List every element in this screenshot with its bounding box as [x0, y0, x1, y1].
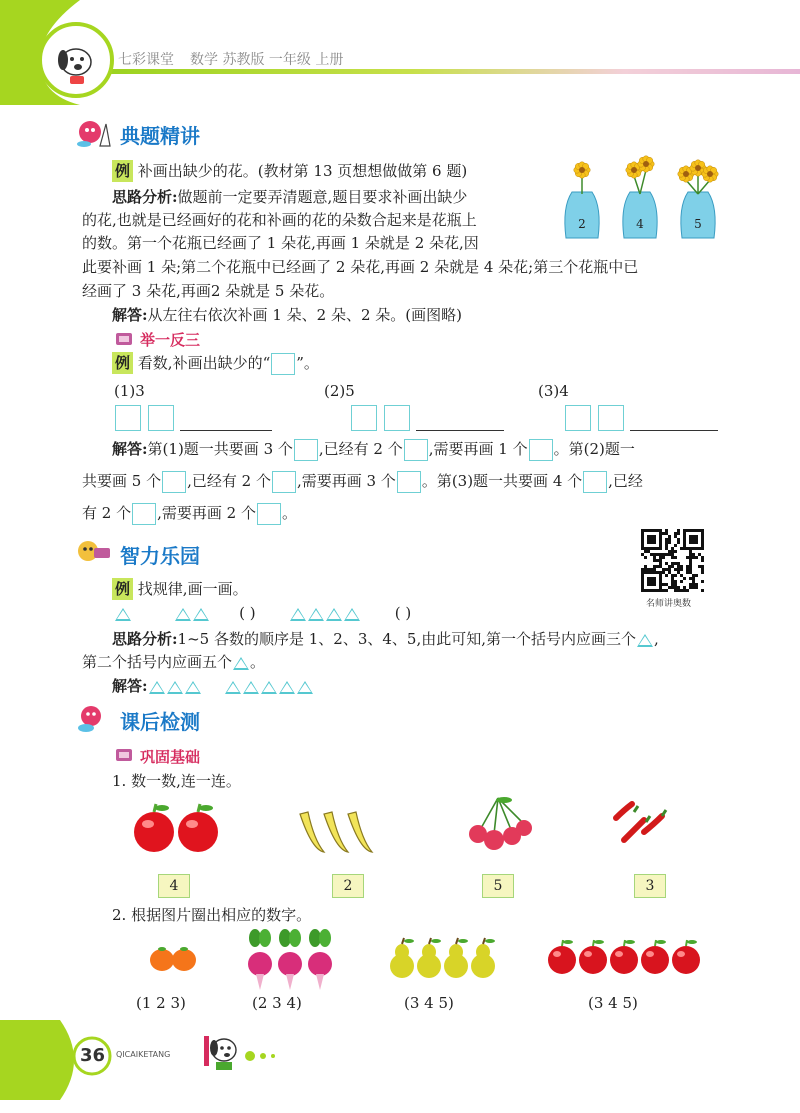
answer-label: 解答:: [112, 306, 148, 324]
answer-box: [598, 405, 624, 431]
vase: [623, 156, 657, 238]
triangle-icon: [175, 608, 191, 621]
ex2-answer-line2: [82, 470, 643, 493]
pear-icon: [390, 938, 414, 978]
ex2-question-end: ”。: [296, 354, 319, 372]
answer-text: ,已经: [608, 472, 643, 490]
triangle-icon: [308, 608, 324, 621]
number-card[interactable]: 4: [158, 874, 190, 898]
triangle-icon: [279, 681, 295, 694]
ex3-question: [112, 578, 248, 600]
answer-text: ,已经有 2 个: [318, 440, 403, 458]
radishes-image: [244, 926, 338, 992]
pear-icon: [417, 938, 441, 978]
answer-text: ,需要再画 2 个: [157, 504, 256, 522]
example-tag: 例: [112, 352, 133, 374]
ex1-analysis-line2: 的花,也就是已经画好的花和补画的花的朵数合起来是花瓶上: [82, 211, 477, 229]
bananas-image: [292, 800, 388, 860]
apple-icon: [579, 940, 607, 974]
triangle-icon: [233, 657, 249, 670]
answer-box: [148, 405, 174, 431]
number-card[interactable]: 2: [332, 874, 364, 898]
triangle-icon: [326, 608, 342, 621]
section-title-example: 典题精讲: [120, 124, 200, 148]
cherries-image: [464, 794, 536, 854]
flower-icon: [702, 166, 718, 182]
answer-box: [404, 439, 428, 461]
analysis-text: 。: [250, 653, 266, 671]
analysis-label: 思路分析:: [112, 630, 178, 648]
answer-text: 。第(2)题一: [553, 440, 635, 458]
dog-mascot-icon: [52, 36, 102, 88]
answer-label: 解答:: [112, 677, 148, 695]
triangle-icon: [297, 681, 313, 694]
section-title-kehou: 课后检测: [120, 710, 200, 734]
oranges-image: [148, 940, 200, 976]
pear-icon: [444, 938, 468, 978]
dog-mascot-icon: [200, 1030, 244, 1074]
ex3-pattern-row: [114, 603, 411, 623]
radish-icon: [278, 929, 302, 990]
ex1-analysis-line4: 此要补画 1 朵;第二个花瓶中已经画了 2 朵花,再画 2 朵就是 4 朵花;第三个花瓶中已: [82, 258, 639, 276]
q2-options-2[interactable]: (2 3 4): [252, 994, 302, 1012]
ex2-question-text: 看数,补画出缺少的“: [137, 354, 271, 372]
section-mascot-icon: [76, 702, 112, 734]
footer-decoration: [0, 1020, 800, 1113]
analysis-text: 1~5 各数的顺序是 1、2、3、4、5,由此可知,第一个括号内应画三个: [177, 630, 636, 648]
vase-number: 5: [694, 217, 702, 231]
header-series: 七彩课堂: [118, 52, 174, 68]
vases-illustration: [560, 152, 730, 242]
answer-box: [529, 439, 553, 461]
answer-text: 第(1)题一共要画 3 个: [147, 440, 293, 458]
example-tag: 例: [112, 578, 133, 600]
flower-icon: [638, 156, 654, 172]
ex3-analysis-line2: [82, 651, 265, 673]
ex2-boxes-3: [564, 405, 718, 431]
triangle-icon: [290, 608, 306, 621]
apples-five-image: [544, 936, 704, 976]
ex3-answer: [112, 675, 314, 697]
triangle-icon: [167, 681, 183, 694]
ex3-question-text: 找规律,画一画。: [137, 580, 248, 598]
answer-text: 共要画 5 个: [82, 472, 162, 490]
ex2-boxes-2: [350, 405, 504, 431]
vase: [678, 160, 718, 238]
q1-title: 1. 数一数,连一连。: [112, 772, 241, 790]
apple-icon: [610, 940, 638, 974]
section-title-zhili: 智力乐园: [120, 544, 200, 568]
answer-box: [257, 503, 281, 525]
triangle-icon: [149, 681, 165, 694]
triangle-icon: [115, 608, 131, 621]
answer-box: [583, 471, 607, 493]
section-mascot-icon: [76, 116, 112, 150]
triangle-icon: [261, 681, 277, 694]
answer-text: 有 2 个: [82, 504, 132, 522]
number-card[interactable]: 5: [482, 874, 514, 898]
ex1-analysis-line5: 经画了 3 朵花,再画2 朵就是 5 朵花。: [82, 282, 335, 300]
q2-options-1[interactable]: (1 2 3): [136, 994, 186, 1012]
answer-box: [272, 471, 296, 493]
q2-options-4[interactable]: (3 4 5): [588, 994, 638, 1012]
triangle-icon: [225, 681, 241, 694]
answer-box: [351, 405, 377, 431]
answer-underline: [630, 430, 718, 431]
flower-icon: [574, 162, 590, 178]
subsection-title-juyi: 举一反三: [140, 331, 201, 349]
ex1-analysis-line1: [112, 186, 467, 208]
analysis-text: 做题前一定要弄清题意,题目要求补画出缺少: [177, 188, 468, 206]
qr-caption: 名师讲奥数: [646, 599, 692, 609]
radish-icon: [248, 929, 272, 990]
ex2-item-3: (3)4: [538, 382, 569, 400]
ex1-answer: [112, 304, 462, 326]
answer-box: [565, 405, 591, 431]
ex2-boxes-1: [114, 405, 272, 431]
ex3-analysis-line1: [112, 628, 659, 650]
radish-icon: [308, 929, 332, 990]
answer-text: 。: [281, 504, 297, 522]
answer-box: [162, 471, 186, 493]
triangle-icon: [344, 608, 360, 621]
ex3-paren-2: ( ): [394, 604, 412, 622]
answer-box: [384, 405, 410, 431]
ex1-question: [112, 160, 467, 182]
vase-number: 2: [578, 217, 586, 231]
apple-icon: [641, 940, 669, 974]
apples-two-image: [130, 800, 222, 858]
q2-options-3[interactable]: (3 4 5): [404, 994, 454, 1012]
answer-text: ,需要再画 3 个: [296, 472, 396, 490]
q2-title: 2. 根据图片圈出相应的数字。: [112, 906, 312, 924]
answer-text: 。第(3)题一共要画 4 个: [421, 472, 583, 490]
analysis-text: ,: [654, 630, 659, 648]
section-mascot-icon: [76, 536, 112, 566]
ex2-item-2: (2)5: [324, 382, 355, 400]
ex2-question: [112, 352, 319, 375]
triangle-icon: [243, 681, 259, 694]
header-subject: 数学 苏教版 一年级 上册: [190, 52, 344, 68]
answer-underline: [180, 430, 272, 431]
number-card[interactable]: 3: [634, 874, 666, 898]
pear-icon: [471, 938, 495, 978]
apple-icon: [548, 940, 576, 974]
qr-code[interactable]: [640, 528, 706, 592]
ex2-answer-line1: [112, 438, 635, 461]
answer-text: ,已经有 2 个: [187, 472, 271, 490]
answer-text: 从左往右依次补画 1 朵、2 朵、2 朵。(画图略): [147, 306, 462, 324]
answer-box: [271, 353, 295, 375]
vase-number: 4: [636, 217, 644, 231]
ex1-question-text: 补画出缺少的花。(教材第 13 页想想做做第 6 题): [137, 162, 468, 180]
subsection-title-gonggu: 巩固基础: [140, 748, 201, 766]
ex2-answer-line3: [82, 502, 297, 525]
answer-box: [115, 405, 141, 431]
page-number: 36: [80, 1045, 106, 1066]
triangle-icon: [637, 634, 653, 647]
chili-peppers-image: [604, 800, 674, 852]
triangle-icon: [185, 681, 201, 694]
ex2-item-1: (1)3: [114, 382, 145, 400]
answer-underline: [416, 430, 504, 431]
triangle-icon: [193, 608, 209, 621]
answer-text: ,需要再画 1 个: [428, 440, 528, 458]
analysis-text: 第二个括号内应画五个: [82, 653, 233, 671]
example-tag: 例: [112, 160, 133, 182]
ex3-paren-1: ( ): [239, 604, 256, 622]
apple-icon: [672, 940, 700, 974]
answer-box: [132, 503, 156, 525]
ex1-analysis-line3: 的数。第一个花瓶已经画了 1 朵花,再画 1 朵就是 2 朵花,因: [82, 234, 479, 252]
analysis-label: 思路分析:: [112, 188, 178, 206]
footer-brand: QICAIKETANG: [116, 1050, 171, 1059]
answer-box: [294, 439, 318, 461]
vase: [565, 162, 599, 238]
answer-label: 解答:: [112, 440, 148, 458]
pencil-book-icon: [114, 330, 136, 348]
pears-image: [388, 936, 498, 980]
pencil-book-icon: [114, 746, 136, 764]
answer-box: [397, 471, 421, 493]
